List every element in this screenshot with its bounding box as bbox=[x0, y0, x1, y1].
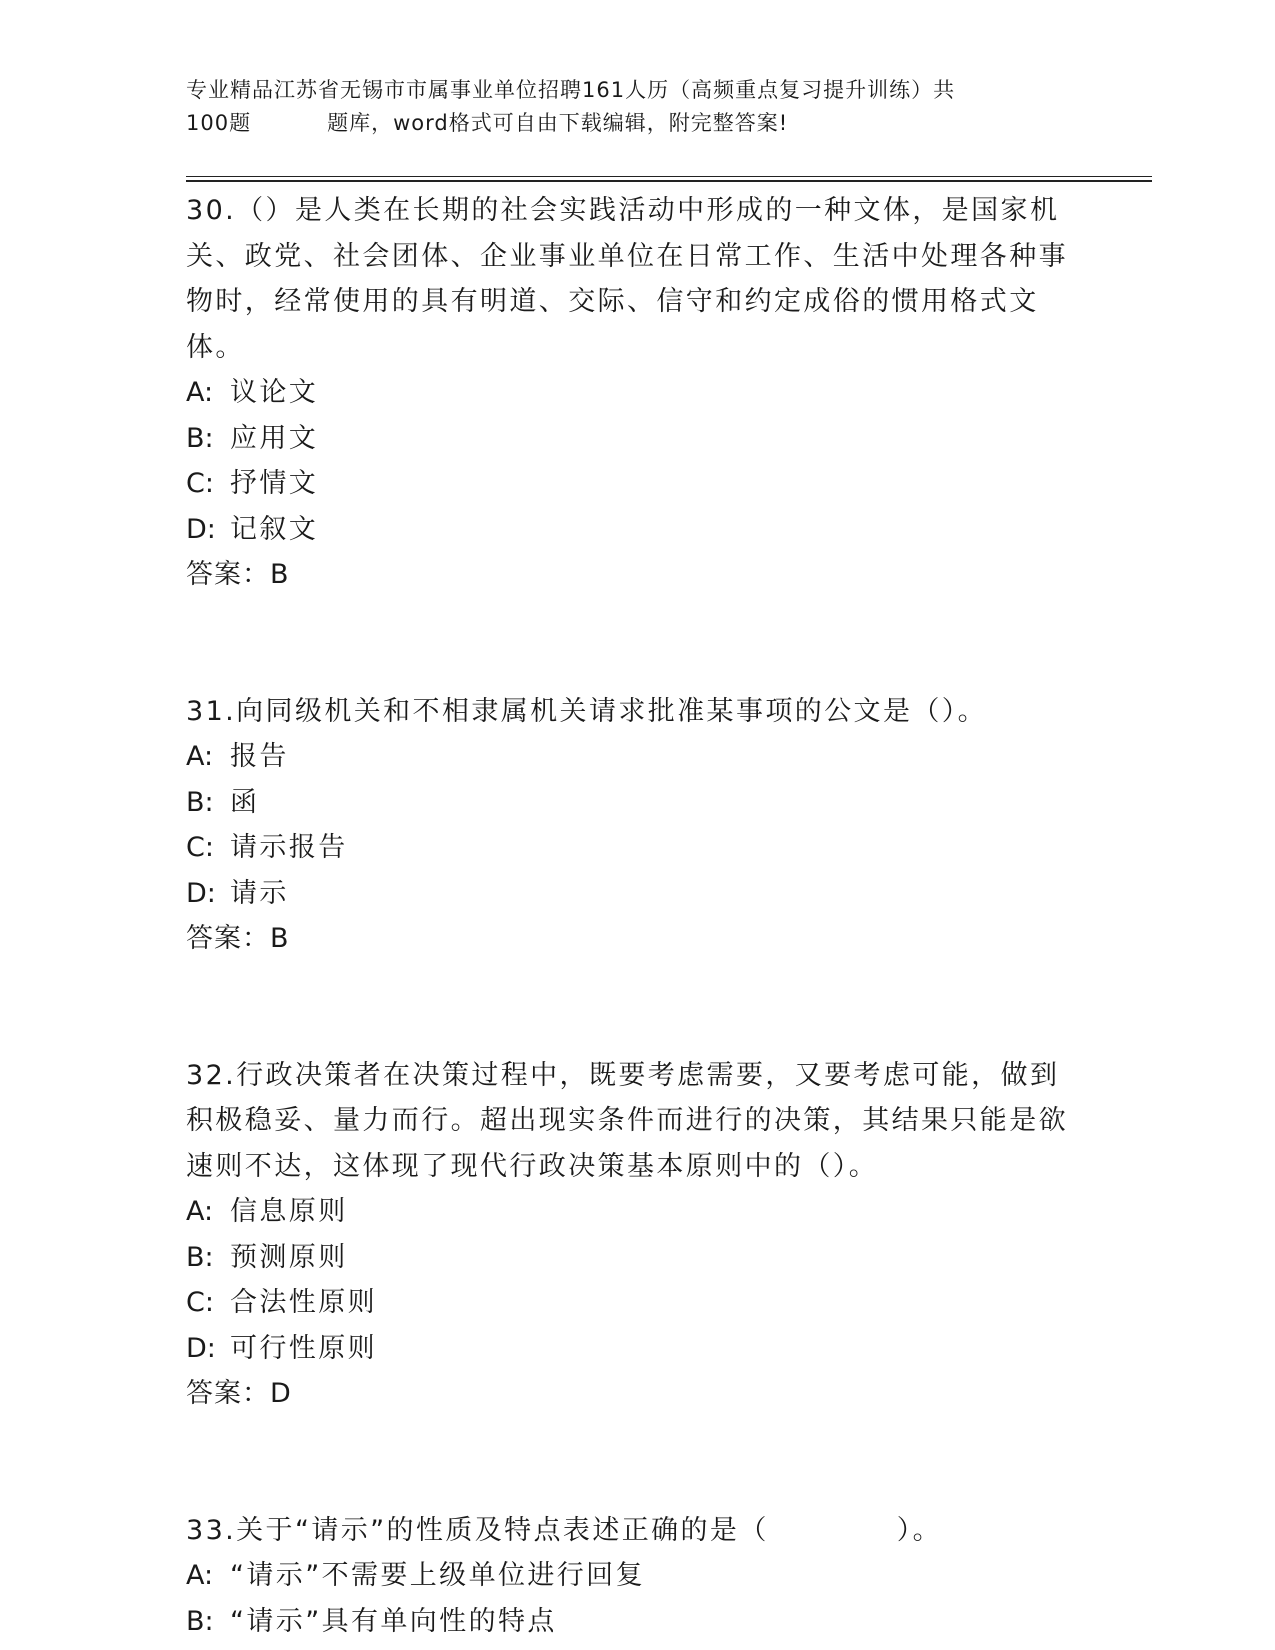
option-letter: B: bbox=[186, 786, 214, 818]
option-text: 应用文 bbox=[230, 422, 319, 454]
header-line-2-text: 题库，word格式可自由下载编辑，附完整答案! bbox=[327, 111, 789, 135]
option-letter: C: bbox=[186, 832, 214, 863]
option-text: “请示”不需要上级单位进行回复 bbox=[230, 1560, 645, 1591]
answer: 答案：D bbox=[186, 1378, 292, 1409]
option-text: 信息原则 bbox=[230, 1196, 348, 1227]
option-a bbox=[186, 1553, 1086, 1599]
option-d bbox=[186, 1326, 1086, 1372]
option-letter: C: bbox=[186, 1287, 214, 1318]
option-a bbox=[186, 734, 1086, 780]
answer: 答案：B bbox=[186, 923, 290, 954]
option-text: 议论文 bbox=[230, 377, 319, 408]
header-line-2 bbox=[186, 107, 1066, 140]
question-text: 30.（）是人类在长期的社会实践活动中形成的一种文体，是国家机关、政党、社会团体、企业事业单位在日常工作、生活中处理各种事物时，经常使用的具有明道、交际、信守和约定成俗的惯用格式文体。 bbox=[186, 195, 1068, 363]
option-d bbox=[186, 871, 1086, 917]
header-divider-thin bbox=[186, 176, 1152, 177]
header-line-1: 专业精品江苏省无锡市市属事业单位招聘161人历（高频重点复习提升训练）共 bbox=[186, 78, 956, 102]
page-header bbox=[186, 74, 1066, 140]
option-text: 函 bbox=[230, 786, 260, 818]
question-text: 31.向同级机关和不相隶属机关请求批准某事项的公文是（）。 bbox=[186, 695, 988, 727]
question-text-start: 33.关于“请示”的性质及特点表述正确的是（ bbox=[186, 1514, 769, 1546]
option-text: 请示 bbox=[230, 877, 289, 909]
option-d bbox=[186, 507, 1086, 553]
option-letter: D: bbox=[186, 877, 216, 909]
question-text bbox=[186, 1508, 1086, 1554]
option-letter: B: bbox=[186, 1241, 214, 1273]
option-letter: B: bbox=[186, 422, 214, 454]
option-c bbox=[186, 825, 1086, 871]
option-text: 预测原则 bbox=[230, 1241, 348, 1273]
question-text: 32.行政决策者在决策过程中，既要考虑需要，又要考虑可能，做到积极稳妥、量力而行。超出现实条件而进行的决策，其结果只能是欲速则不达，这体现了现代行政决策基本原则中的（）。 bbox=[186, 1059, 1068, 1182]
option-letter: A: bbox=[186, 1196, 214, 1227]
option-a bbox=[186, 1189, 1086, 1235]
option-text: 报告 bbox=[230, 741, 289, 772]
option-text: 请示报告 bbox=[230, 832, 348, 863]
option-letter: C: bbox=[186, 468, 214, 499]
question-text-end: ）。 bbox=[896, 1514, 943, 1546]
option-a bbox=[186, 370, 1086, 416]
option-c bbox=[186, 461, 1086, 507]
question-30 bbox=[186, 188, 1086, 598]
option-letter: A: bbox=[186, 377, 214, 408]
header-divider-thick bbox=[186, 180, 1152, 182]
question-33 bbox=[186, 1508, 1086, 1645]
question-32 bbox=[186, 1053, 1086, 1417]
option-text: “请示”具有单向性的特点 bbox=[230, 1605, 557, 1637]
option-text: 合法性原则 bbox=[230, 1287, 377, 1318]
option-letter: D: bbox=[186, 1332, 216, 1364]
option-b bbox=[186, 1235, 1086, 1281]
option-letter: D: bbox=[186, 513, 216, 545]
option-letter: A: bbox=[186, 741, 214, 772]
header-line-2-count: 100题 bbox=[186, 111, 252, 135]
question-31 bbox=[186, 689, 1086, 962]
option-b bbox=[186, 1599, 1086, 1645]
option-text: 记叙文 bbox=[230, 513, 319, 545]
option-letter: A: bbox=[186, 1560, 214, 1591]
option-b bbox=[186, 416, 1086, 462]
answer: 答案：B bbox=[186, 559, 290, 590]
option-letter: B: bbox=[186, 1605, 214, 1637]
option-b bbox=[186, 780, 1086, 826]
option-c bbox=[186, 1280, 1086, 1326]
option-text: 可行性原则 bbox=[230, 1332, 377, 1364]
question-list bbox=[186, 188, 1086, 1644]
option-text: 抒情文 bbox=[230, 468, 319, 499]
